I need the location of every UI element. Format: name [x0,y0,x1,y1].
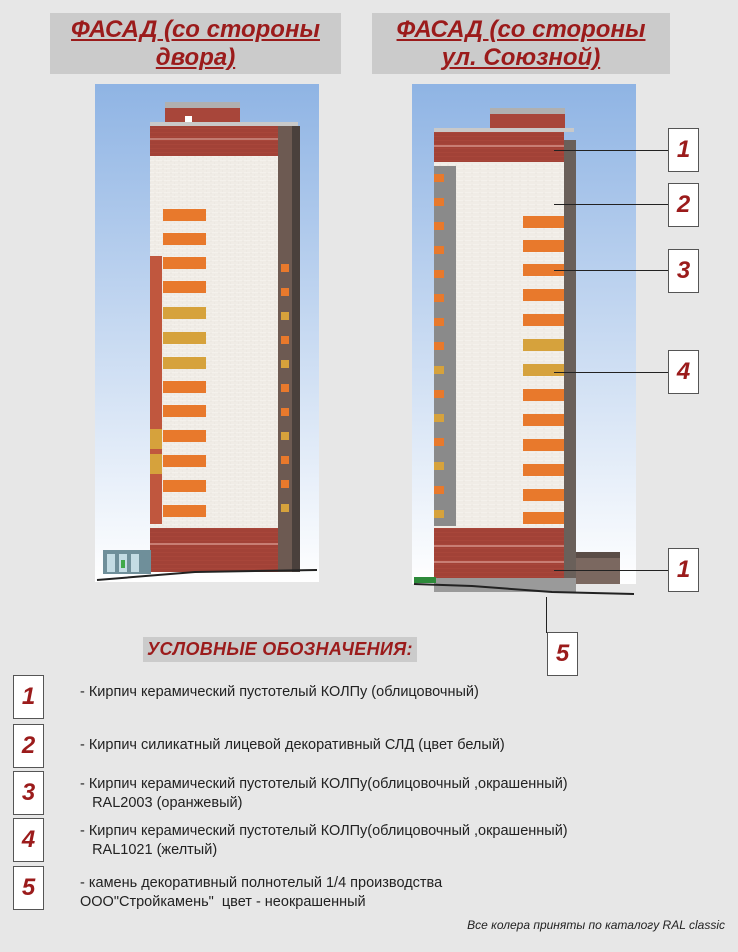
callout-5-leader [546,597,547,633]
title-courtyard-line1: ФАСАД (со стороны [71,16,320,43]
legend-num-1: 1 [13,675,44,719]
legend-line: ООО"Стройкамень" цвет - неокрашенный [80,894,366,910]
courtyard-elevation-drawing [95,84,320,584]
legend-num-5: 5 [13,866,44,910]
roof-hatch-window [185,116,192,123]
roof-railing [490,108,565,114]
footnote: Все колера приняты по каталогу RAL classic [467,918,725,932]
callout-3: 3 [668,249,699,293]
callout-1-bottom: 1 [668,548,699,592]
lower-red-brick-base [434,528,564,578]
legend-line: RAL1021 (желтый) [80,842,218,858]
side-wall [564,140,576,580]
legend-text-4 [80,822,680,860]
entrance-door [121,560,125,568]
callout-4-leader [554,372,668,373]
upper-red-brick-band [150,126,278,156]
callout-1-top-leader [554,150,668,151]
legend-line: - Кирпич керамический пустотелый КОЛПу(облицовочный ,окрашенный) [80,823,568,839]
callout-1-top: 1 [668,128,699,172]
title-street-facade [372,13,670,74]
roof-stair-tower [165,108,240,124]
legend-line: - Кирпич керамический пустотелый КОЛПу(облицовочный ,окрашенный) [80,776,568,792]
callout-5: 5 [547,632,578,676]
legend-heading: УСЛОВНЫЕ ОБОЗНАЧЕНИЯ: [143,637,417,662]
title-street-line1: ФАСАД (со стороны [396,16,646,43]
legend-text-1 [80,683,680,702]
title-courtyard-facade [50,13,341,74]
lower-red-brick-base [150,528,278,572]
legend-line: RAL2003 (оранжевый) [80,795,243,811]
lawn [414,577,436,583]
legend-text-3 [80,775,680,813]
callout-3-leader [554,270,668,271]
roof-stair-tower [490,114,565,130]
upper-red-brick-band [434,132,564,162]
left-side-strip [150,256,162,524]
legend-text-5 [80,874,680,912]
street-elevation-drawing [412,84,637,596]
callout-1-bottom-leader [554,570,668,571]
roof-railing [165,102,240,108]
legend-line: - камень декоративный полнотелый 1/4 производства [80,875,443,891]
legend-num-2: 2 [13,724,44,768]
parapet [434,128,574,132]
legend-num-4: 4 [13,818,44,862]
legend-line: - Кирпич силикатный лицевой декоративный СЛД (цвет белый) [80,737,505,753]
title-street-line2: ул. Союзной) [441,44,601,71]
callout-2: 2 [668,183,699,227]
title-courtyard-line2: двора) [155,44,236,71]
legend-num-3: 3 [13,771,44,815]
callout-4: 4 [668,350,699,394]
callout-2-leader [554,204,668,205]
legend-line: - Кирпич керамический пустотелый КОЛПу (облицовочный) [80,684,479,700]
legend-text-2 [80,736,680,755]
parapet [150,122,298,126]
side-wall-shadow [292,126,300,572]
balcony-column [434,166,456,526]
